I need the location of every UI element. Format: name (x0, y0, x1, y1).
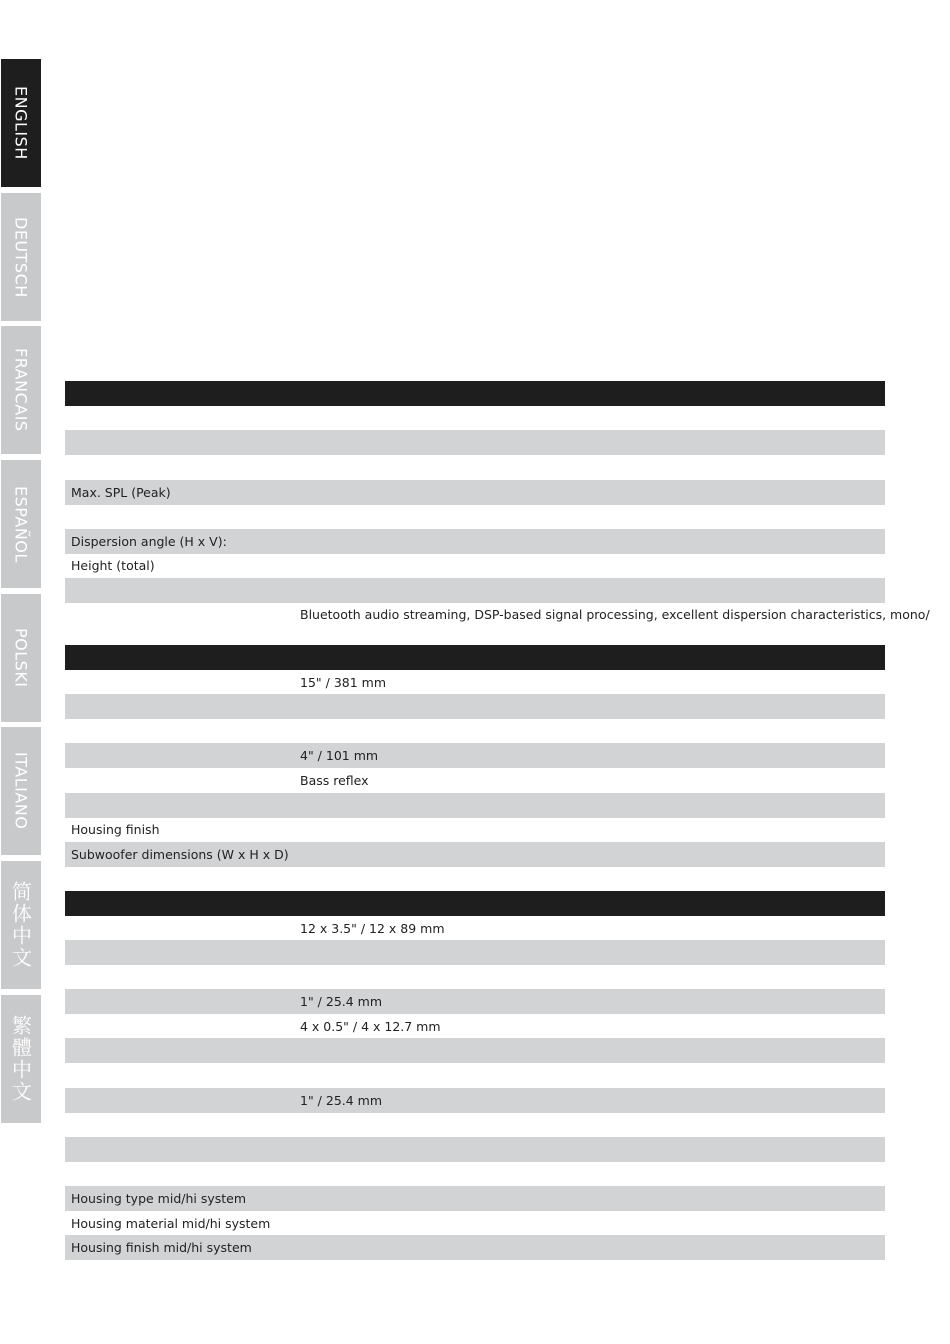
table-row (65, 602, 930, 627)
table-row (65, 1088, 885, 1113)
tab-label: 繁體中文 (8, 1015, 33, 1103)
spec-value: Bluetooth audio streaming, DSP-based signal processing, excellent dispersion characteristics, mono/ (300, 607, 930, 622)
table-row (65, 694, 885, 719)
table-header-bar (65, 381, 885, 406)
tab-espanol[interactable] (1, 460, 41, 588)
spec-label: Dispersion angle (H x V): (71, 534, 227, 549)
table-row (65, 1235, 885, 1260)
spec-value: 4" / 101 mm (300, 748, 379, 763)
tab-deutsch[interactable] (1, 193, 41, 321)
table-row (65, 670, 885, 695)
tab-label: ITALIANO (11, 752, 31, 830)
tab-label: DEUTSCH (11, 216, 31, 298)
spec-label: Height (total) (71, 558, 155, 573)
table-row (65, 1137, 885, 1162)
table-header-bar (65, 645, 885, 670)
spec-value: 4 x 0.5" / 4 x 12.7 mm (300, 1019, 441, 1034)
table-row (65, 842, 885, 867)
spec-label: Housing type mid/hi system (71, 1191, 247, 1206)
tab-label: FRANCAIS (11, 348, 31, 432)
spec-value: 1" / 25.4 mm (300, 1093, 383, 1108)
language-tabs (0, 0, 42, 1344)
table-row (65, 578, 885, 603)
spec-value: Bass reflex (300, 773, 369, 788)
tab-traditional-chinese[interactable] (1, 995, 41, 1123)
table-row (65, 768, 885, 793)
tab-label: ESPAÑOL (11, 485, 31, 563)
tab-label: POLSKI (11, 628, 31, 688)
spec-value: 12 x 3.5" / 12 x 89 mm (300, 921, 445, 936)
spec-value: 15" / 381 mm (300, 675, 386, 690)
table-row (65, 940, 885, 965)
table-row (65, 480, 885, 505)
table-row (65, 793, 885, 818)
table-row (65, 1211, 885, 1236)
tab-label: ENGLISH (11, 86, 31, 160)
spec-label: Subwoofer dimensions (W x H x D) (71, 847, 289, 862)
table-row (65, 1014, 885, 1039)
spec-label: Housing material mid/hi system (71, 1216, 271, 1231)
table-row (65, 916, 885, 941)
table-row (65, 1038, 885, 1063)
spec-label: Housing finish mid/hi system (71, 1240, 252, 1255)
table-row (65, 529, 885, 554)
tab-simplified-chinese[interactable] (1, 861, 41, 989)
spec-label: Housing finish (71, 822, 160, 837)
tab-english[interactable] (1, 59, 41, 187)
table-row (65, 743, 885, 768)
table-row (65, 989, 885, 1014)
table-row (65, 1186, 885, 1211)
tab-label: 简体中文 (8, 881, 33, 969)
table-row (65, 553, 885, 578)
table-row (65, 430, 885, 455)
tab-francais[interactable] (1, 326, 41, 454)
table-header-bar (65, 891, 885, 916)
tab-italiano[interactable] (1, 727, 41, 855)
tab-polski[interactable] (1, 594, 41, 722)
spec-value: 1" / 25.4 mm (300, 994, 383, 1009)
table-row (65, 817, 885, 842)
spec-label: Max. SPL (Peak) (71, 485, 171, 500)
